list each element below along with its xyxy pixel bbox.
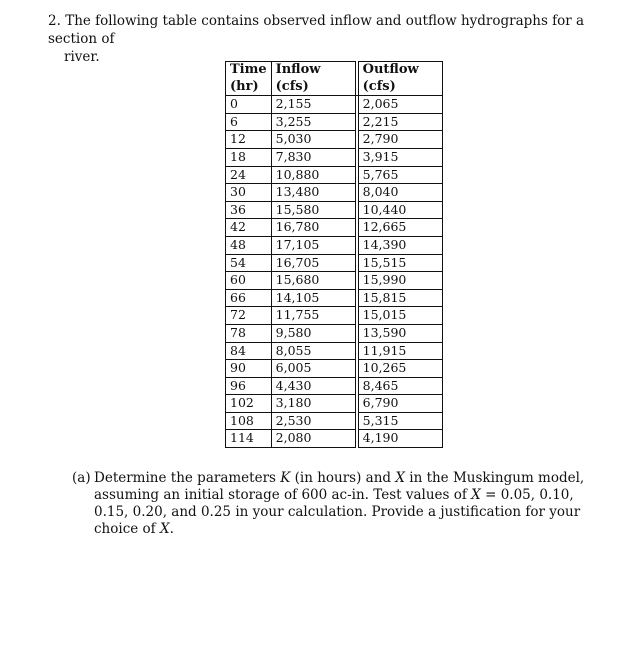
- table-row: [226, 148, 443, 166]
- hydrograph-table: [225, 61, 443, 448]
- cell-outflow: 4,190: [358, 430, 442, 448]
- part-a-text: [94, 470, 602, 538]
- cell-inflow: 6,005: [271, 360, 355, 378]
- cell-time: 66: [226, 289, 272, 307]
- header-time: Time: [226, 62, 272, 79]
- table-row: [226, 412, 443, 430]
- table-body: [226, 96, 443, 448]
- table-row: [226, 324, 443, 342]
- cell-inflow: 3,255: [271, 113, 355, 131]
- cell-time: 42: [226, 219, 272, 237]
- cell-inflow: 17,105: [271, 236, 355, 254]
- cell-outflow: 3,915: [358, 148, 442, 166]
- problem-intro-line1: [48, 12, 608, 48]
- header-outflow-unit: (cfs): [358, 79, 442, 96]
- hydrograph-table-container: [225, 61, 443, 448]
- table-row: [226, 96, 443, 114]
- table-row: [226, 307, 443, 325]
- cell-time: 84: [226, 342, 272, 360]
- cell-time: 30: [226, 184, 272, 202]
- header-time-unit: (hr): [226, 79, 272, 96]
- table-row: [226, 272, 443, 290]
- table-row: [226, 342, 443, 360]
- symbol-k: K: [280, 470, 291, 486]
- table-row: [226, 360, 443, 378]
- part-a-text-4: an initial storage of 600 ac-in. Test values of: [163, 487, 472, 503]
- symbol-x: X: [159, 521, 170, 537]
- table-row: [226, 430, 443, 448]
- cell-outflow: 15,015: [358, 307, 442, 325]
- cell-time: 12: [226, 131, 272, 149]
- cell-time: 72: [226, 307, 272, 325]
- cell-outflow: 8,040: [358, 184, 442, 202]
- table-row: [226, 377, 443, 395]
- cell-time: 114: [226, 430, 272, 448]
- cell-inflow: 5,030: [271, 131, 355, 149]
- cell-inflow: 11,755: [271, 307, 355, 325]
- table-row: [226, 113, 443, 131]
- cell-outflow: 12,665: [358, 219, 442, 237]
- table-row: [226, 254, 443, 272]
- cell-inflow: 8,055: [271, 342, 355, 360]
- part-a-text-2: (in hours) and: [290, 470, 396, 486]
- cell-inflow: 4,430: [271, 377, 355, 395]
- part-a-text-5: = 0.05, 0.10, 0.15, 0.20, and 0.25: [94, 487, 574, 520]
- part-a-text-7: .: [169, 521, 174, 537]
- cell-inflow: 2,080: [271, 430, 355, 448]
- table-row: [226, 289, 443, 307]
- table-subheader-row: [226, 79, 443, 96]
- table-row: [226, 219, 443, 237]
- cell-inflow: 16,780: [271, 219, 355, 237]
- cell-inflow: 3,180: [271, 395, 355, 413]
- symbol-x: X: [471, 487, 481, 503]
- cell-outflow: 8,465: [358, 377, 442, 395]
- cell-time: 96: [226, 377, 272, 395]
- header-inflow-unit: (cfs): [271, 79, 355, 96]
- cell-outflow: 5,315: [358, 412, 442, 430]
- cell-outflow: 2,065: [358, 96, 442, 114]
- cell-inflow: 13,480: [271, 184, 355, 202]
- cell-outflow: 15,815: [358, 289, 442, 307]
- cell-inflow: 2,530: [271, 412, 355, 430]
- problem-statement: [48, 12, 608, 66]
- cell-inflow: 9,580: [271, 324, 355, 342]
- cell-outflow: 2,790: [358, 131, 442, 149]
- cell-time: 108: [226, 412, 272, 430]
- cell-time: 90: [226, 360, 272, 378]
- part-a-text-1: Determine the parameters: [94, 470, 281, 486]
- cell-inflow: 2,155: [271, 96, 355, 114]
- symbol-x: X: [395, 470, 405, 486]
- cell-time: 18: [226, 148, 272, 166]
- problem-intro-line2: river.: [64, 49, 100, 65]
- cell-time: 60: [226, 272, 272, 290]
- cell-inflow: 16,705: [271, 254, 355, 272]
- table-header-row: [226, 62, 443, 79]
- table-row: [226, 395, 443, 413]
- cell-outflow: 13,590: [358, 324, 442, 342]
- cell-inflow: 7,830: [271, 148, 355, 166]
- cell-time: 54: [226, 254, 272, 272]
- header-inflow: Inflow: [271, 62, 355, 79]
- table-row: [226, 166, 443, 184]
- cell-outflow: 6,790: [358, 395, 442, 413]
- cell-outflow: 10,440: [358, 201, 442, 219]
- part-a-label: (a): [72, 470, 91, 486]
- cell-time: 24: [226, 166, 272, 184]
- cell-inflow: 15,680: [271, 272, 355, 290]
- cell-outflow: 10,265: [358, 360, 442, 378]
- part-a-text-6: in your calculation. Provide a justification for your choice of: [94, 504, 581, 537]
- cell-time: 78: [226, 324, 272, 342]
- table-row: [226, 131, 443, 149]
- cell-outflow: 5,765: [358, 166, 442, 184]
- cell-time: 6: [226, 113, 272, 131]
- cell-inflow: 10,880: [271, 166, 355, 184]
- problem-number: 2.: [48, 13, 61, 29]
- part-a-question: [72, 470, 602, 538]
- cell-outflow: 14,390: [358, 236, 442, 254]
- cell-outflow: 2,215: [358, 113, 442, 131]
- problem-intro-text: The following table contains observed inflow and outflow hydrographs for a section of: [48, 13, 585, 47]
- cell-time: 36: [226, 201, 272, 219]
- table-row: [226, 236, 443, 254]
- table-row: [226, 201, 443, 219]
- cell-outflow: 15,515: [358, 254, 442, 272]
- cell-time: 102: [226, 395, 272, 413]
- header-outflow: Outflow: [358, 62, 442, 79]
- cell-time: 0: [226, 96, 272, 114]
- part-a-text-3: in the Muskingum model, assuming: [94, 470, 585, 503]
- table-row: [226, 184, 443, 202]
- cell-inflow: 15,580: [271, 201, 355, 219]
- cell-time: 48: [226, 236, 272, 254]
- cell-outflow: 11,915: [358, 342, 442, 360]
- cell-inflow: 14,105: [271, 289, 355, 307]
- cell-outflow: 15,990: [358, 272, 442, 290]
